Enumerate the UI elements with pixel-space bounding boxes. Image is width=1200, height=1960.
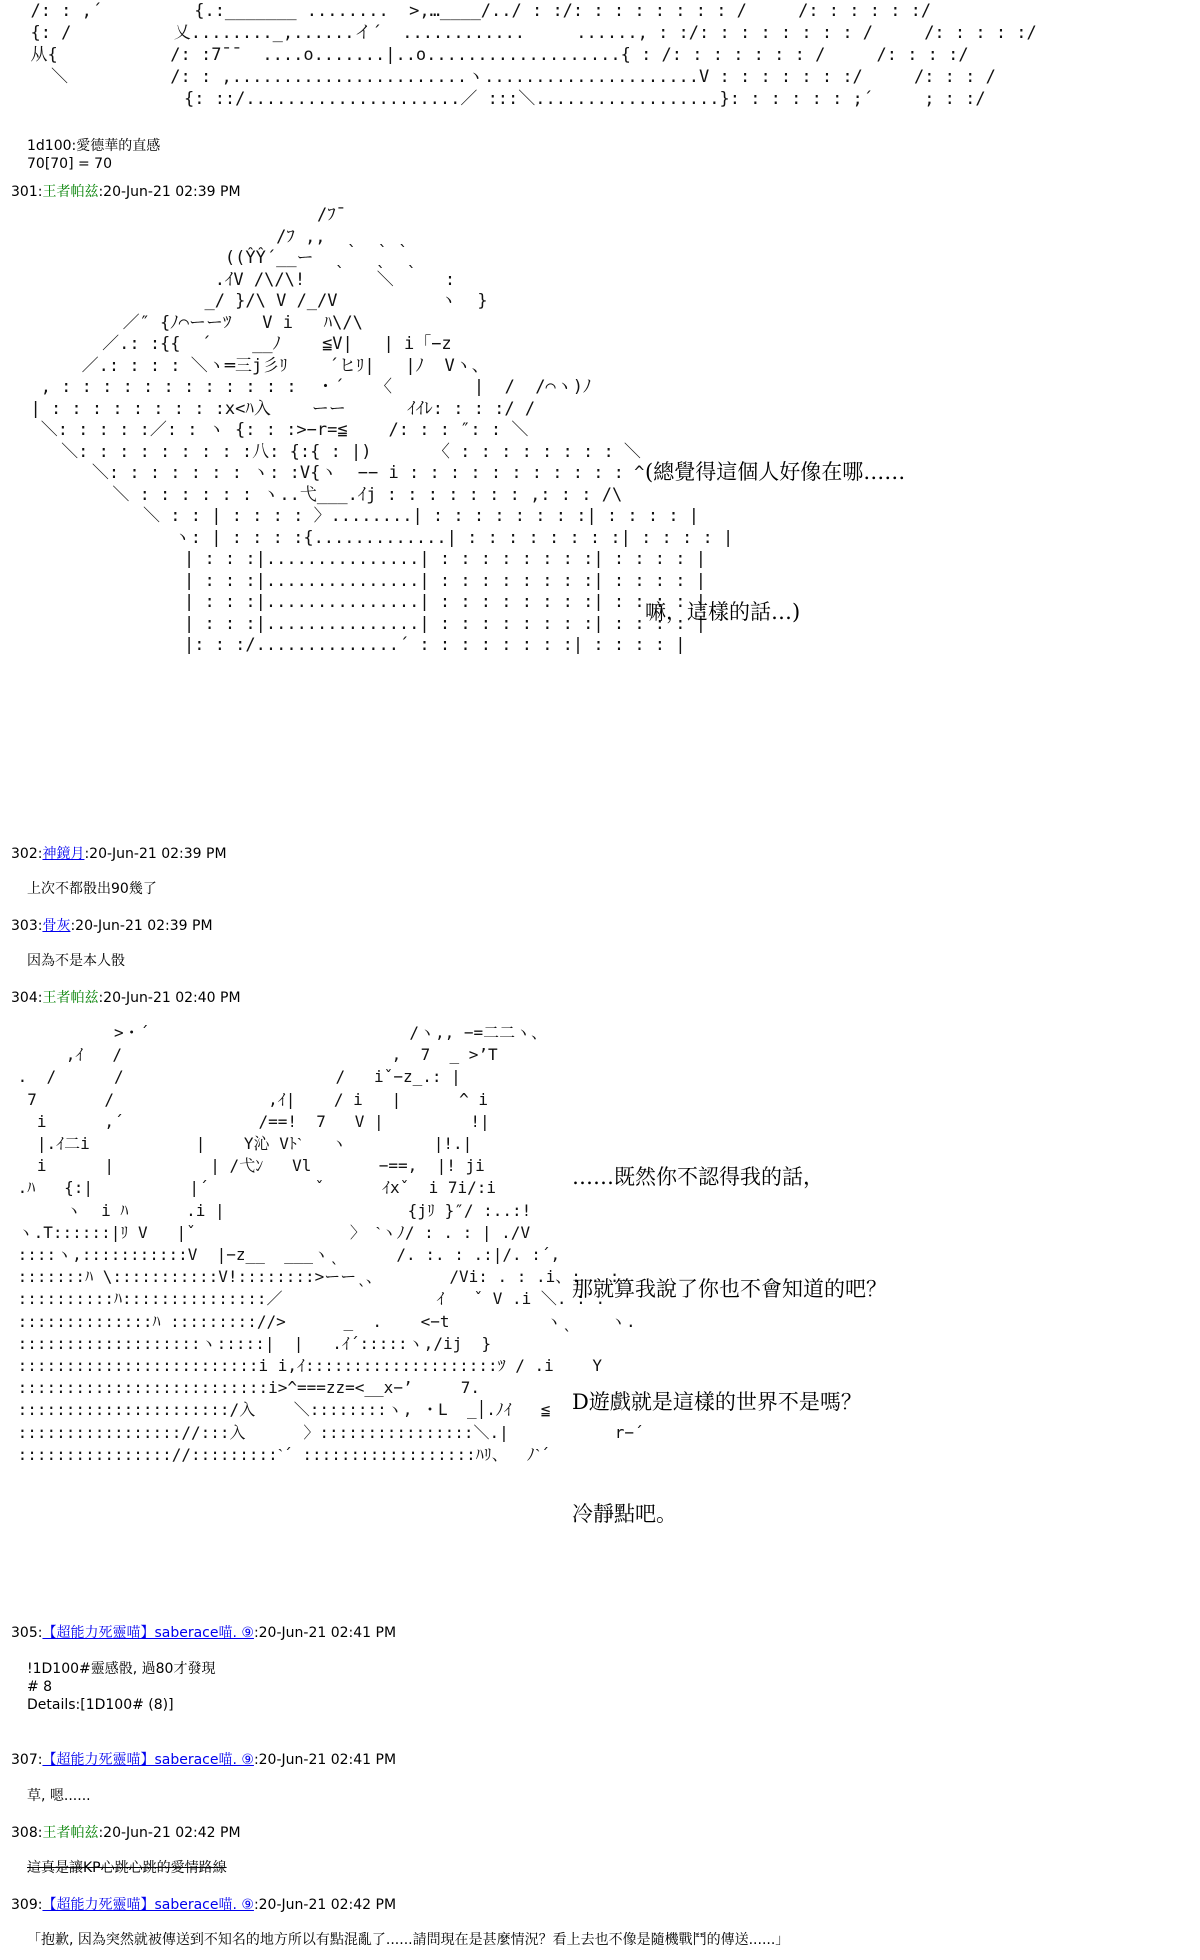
post-header-301: 301:王者帕兹:20-Jun-21 02:39 PM [11,184,241,200]
ascii-art-304: >・´ /ヽ,, −=二二ヽ、 ,ｲ / , 7 _ >’T . / / / iˇ−z_.: | 7 / ,ｲ| / i | ^ i i ,´ /==! 7 V | !| |.ｲ二i | Y沁 Vﾄˋ ヽ |!.| i | | /弋ﾝ Vl −==, |! ji .ﾊ {:| |´ ˇ ｲxˇ i 7i/:i ヽ i ﾊ .i | {jﾘ }″/ :..:! ヽ.T::::::|ﾘ V |ˇ 〉 ˋヽﾉ/ : . : | ./V ::::ヽ,:::::::::::V |−z__ ___ヽˎ /. :. : .:|/. :´, :::::::ﾊ \:::::::::::V!::::::::>ーーˎ、 /Vi: . : .i、: . : ::::::::::ﾊ:::::::::::::::／ ｲ ˇ V .i ＼. : . ::::::::::::::ﾊ ::::::::://> _ . <−t ヽˎ ヽ. :::::::::::::::::::ヽ:::::| | .ｲ´:::::ヽ,/ij } :::::::::::::::::::::::::i i,ｲ::::::::::::::::::::ﾂ / .i Y ::::::::::::::::::::::::::i>^===zz=<__x−’ 7. ::::::::::::::::::::::/入 ＼::::::::ヽ, ・L _│.ﾉｲ ≦ ::::::::::::::::://:::入 〉::::::::::::::::＼.| r−´ :::::::::::::::://:::::::::ˋ´ ::::::::::::::::::ﾊﾘ、 ﾉˋ´ [17,1023,644,1464]
dialog-line: 嘛，這樣的話…) [645,600,801,624]
post-author: 王者帕兹 [42,1825,99,1841]
post-body-307: 草, 嗯...... [27,1788,91,1804]
post-header-307: 307:【超能力死靈喵】saberace喵. ⑨:20-Jun-21 02:41 PM [11,1752,397,1768]
post-number: 307 [11,1752,38,1768]
dialog-line: 冷靜點吧。 [572,1502,677,1526]
post-body-302: 上次不都骰出90幾了 [27,881,157,897]
post-body-308: 這真是讓KP心跳心跳的愛情路線 [27,1860,227,1876]
post-date: :20-Jun-21 02:39 PM [84,846,227,862]
post-author-link[interactable]: 【超能力死靈喵】saberace喵. ⑨ [42,1625,254,1641]
post-body-309: 「抱歉, 因為突然就被傳送到不知名的地方所以有點混亂了......請問現在是甚麼情況？看上去也不像是隨機戰鬥的傳送......」 [27,1932,790,1948]
post-header-303: 303:骨灰:20-Jun-21 02:39 PM [11,918,213,934]
post-number: 301 [11,184,38,200]
dialog-line: 那就算我說了你也不會知道的吧？ [572,1277,887,1301]
dialog-line: (總覺得這個人好像在哪…… [645,460,906,484]
dialog-line: ……既然你不認得我的話， [572,1165,824,1189]
post-body-305-line: # 8 [27,1679,53,1695]
post-date: :20-Jun-21 02:42 PM [253,1897,397,1913]
post-date: :20-Jun-21 02:39 PM [70,918,213,934]
post-number: 302 [11,846,38,862]
post-body-305-line: !1D100#靈感骰, 過80才發現 [27,1661,216,1677]
post-number: 308 [11,1825,38,1841]
dice-result-value: 70[70] = 70 [27,156,112,172]
post-number: 305 [11,1625,38,1641]
post-number: 303 [11,918,38,934]
post-header-308: 308:王者帕兹:20-Jun-21 02:42 PM [11,1825,241,1841]
post-date: :20-Jun-21 02:40 PM [98,990,241,1006]
post-date: :20-Jun-21 02:39 PM [98,184,241,200]
post-date: :20-Jun-21 02:41 PM [253,1625,397,1641]
post-author-link[interactable]: 【超能力死靈喵】saberace喵. ⑨ [42,1752,254,1768]
post-author-link[interactable]: 神鏡月 [42,846,85,862]
post-date: :20-Jun-21 02:42 PM [98,1825,241,1841]
post-header-302: 302:神鏡月:20-Jun-21 02:39 PM [11,846,227,862]
post-number: 309 [11,1897,38,1913]
post-date: :20-Jun-21 02:41 PM [253,1752,397,1768]
post-header-309: 309:【超能力死靈喵】saberace喵. ⑨:20-Jun-21 02:42 PM [11,1897,397,1913]
ascii-art-top: /: : ,´ {.:_______ ........ >,…____/../ : :/: : : : : : : : / /: : : : : :/ {: / 乂........_,......イ´ ............ ......, : :/: : : : : : : : / /: : : : :/ 从{ /: :7¯¯ ....o.......|..o...................{ : /: : : : : : : / /: : : :/ ＼ /: : ,.......................ヽ.....................V : : : : : : :/ /: : : / {: ::/.....................／ :::＼..................}: : : : : : ;´ ; : :/ [30,1,1037,109]
post-number: 304 [11,990,38,1006]
post-header-305: 305:【超能力死靈喵】saberace喵. ⑨:20-Jun-21 02:41 PM [11,1625,397,1641]
post-body-303: 因為不是本人骰 [27,953,125,969]
post-author-link[interactable]: 骨灰 [42,918,71,934]
post-header-304: 304:王者帕兹:20-Jun-21 02:40 PM [11,990,241,1006]
dice-result-label: 1d100:愛德華的直感 [27,138,161,154]
post-author: 王者帕兹 [42,184,99,200]
dialog-line: D遊戲就是這樣的世界不是嗎？ [572,1390,862,1414]
post-author-link[interactable]: 【超能力死靈喵】saberace喵. ⑨ [42,1897,254,1913]
post-body-305-line: Details:[1D100# (8)] [27,1697,174,1713]
ascii-art-301: /ﾌ¯ /ﾌ ,, ˎ ˎ ˎ ((ŶŶ´__ー ˎ ˎ ˎ .ｲV /\/\! ＼ : _/ }/\ V /_/V ヽ } ／″ {ﾉ⌒ーーﾂ V i ﾊ\/\ ／.: :{{ ´ __ﾉ ≦V| | i「−z ／.: : : : ＼ヽ═三j彡ﾘ ´ヒﾘ| |ﾉ Vヽ、 , : : : : : : : : : : : : ・´ 〈 | / /⌒ヽ)ﾉ | : : : : : : : : :x<ﾊ入 ーー ｲｲﾚ: : : :/ / ＼: : : : :／: : ヽ {: : :>−r=≦ /: : : ″: : ＼ ＼: : : : : : : : :八: {:{ : |) 〈 : : : : : : : : ＼ ＼: : : : : : : ヽ: :V{ヽ −− i : : : : : : : : : : : ^ ＼ : : : : : : ヽ..弋___.ｲj : : : : : : : ,: : : /\ ＼ : : | : : : : 〉........| : : : : : : : :| : : : : | ヽ: | : : : :{.............| : : : : : : : :| : : : : | | : : :|...............| : : : : : : : :| : : : : | | : : :|...............| : : : : : : : :| : : : : | | : : :|...............| : : : : : : : :| : : : : | | : : :|...............| : : : : : : : :| : : : : | |: : :/..............´ : : : : : : : :| : : : : | [30,205,734,655]
post-author: 王者帕兹 [42,990,99,1006]
